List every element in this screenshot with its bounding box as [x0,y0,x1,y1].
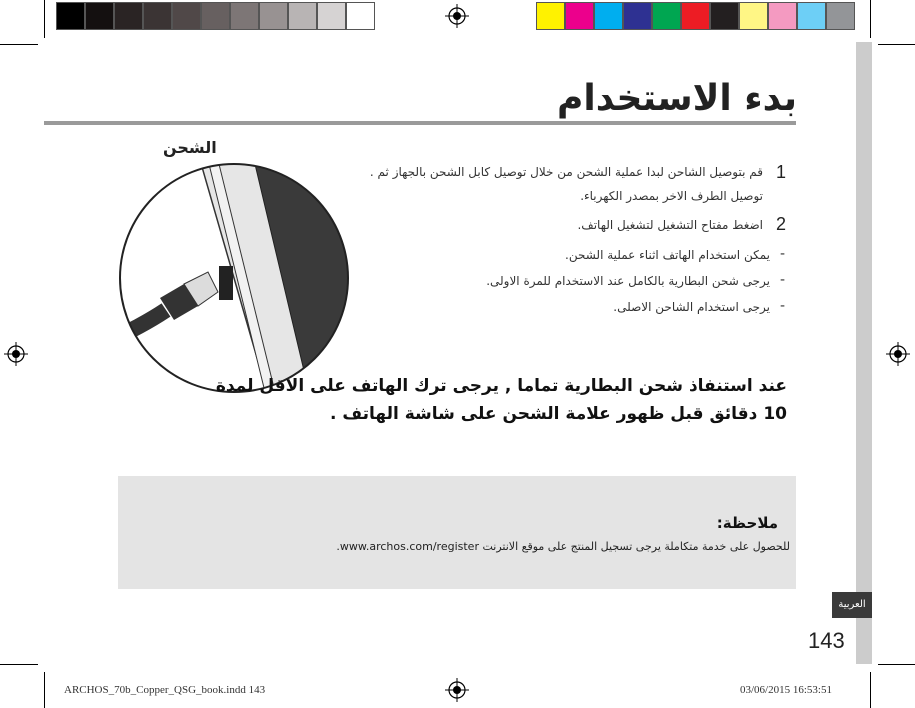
gray-swatch [143,2,172,30]
note-text: للحصول على خدمة متكاملة يرجى تسجيل المنتج على موقع الانترنت www.archos.com/register. [336,540,790,553]
registration-mark-icon [886,342,910,366]
bullet-dash: - [780,272,786,288]
step-number: 2 [776,214,787,234]
title-rule [44,121,796,125]
crop-mark [870,0,871,38]
bullet-text: يرجى استخدام الشاحن الاصلى. [613,300,770,314]
gray-swatch [56,2,85,30]
gray-swatch [172,2,201,30]
crop-mark [0,44,38,45]
crop-mark [44,0,45,38]
side-bar [856,42,872,664]
process-swatch [565,2,594,30]
language-tab: العربية [832,592,872,618]
gray-swatch [230,2,259,30]
crop-mark [870,672,871,708]
process-swatch [826,2,855,30]
section-heading: الشحن [163,138,217,157]
bullet-text: يرجى شحن البطارية بالكامل عند الاستخدام للمرة الاولى. [486,274,770,288]
step-number: 1 [776,162,787,182]
process-swatch [623,2,652,30]
registration-mark-icon [445,678,469,702]
warning-text: عند استنفاذ شحن البطارية تماما , يرجى ترك الهاتف على الاقل لمدة [215,376,787,396]
gray-swatch [201,2,230,30]
warning-text: 10 دقائق قبل ظهور علامة الشحن على شاشة الهاتف . [329,404,787,424]
process-swatch [739,2,768,30]
crop-mark [44,672,45,708]
gray-swatch [259,2,288,30]
page-number: 143 [808,628,845,653]
phone-charging-illustration [118,160,350,396]
process-swatch [594,2,623,30]
note-title: ملاحظة: [716,514,778,532]
step-text: اضغط مفتاح التشغيل لتشغيل الهاتف. [577,218,763,232]
bullet-dash: - [780,298,786,314]
note-box [118,476,796,589]
process-swatch [710,2,739,30]
page-title: بدء الاستخدام [557,78,797,119]
gray-swatch [114,2,143,30]
file-slug: ARCHOS_70b_Copper_QSG_book.indd 143 [64,684,266,696]
step-text: قم بتوصيل الشاحن لبدا عملية الشحن من خلال توصيل كابل الشحن بالجهاز ثم . [369,165,763,179]
date-slug: 03/06/2015 16:53:51 [740,684,832,696]
gray-swatch [346,2,375,30]
step-text: توصيل الطرف الاخر بمصدر الكهرباء. [580,189,763,203]
bullet-text: يمكن استخدام الهاتف اثناء عملية الشحن. [565,248,770,262]
process-swatch [652,2,681,30]
crop-mark [878,44,915,45]
gray-swatch [85,2,114,30]
gray-swatch [288,2,317,30]
gray-swatch [317,2,346,30]
registration-mark-icon [4,342,28,366]
crop-mark [878,664,915,665]
process-swatch [797,2,826,30]
process-swatch [536,2,565,30]
registration-mark-icon [445,4,469,28]
process-swatch [768,2,797,30]
crop-mark [0,664,38,665]
bullet-dash: - [780,246,786,262]
process-swatch [681,2,710,30]
